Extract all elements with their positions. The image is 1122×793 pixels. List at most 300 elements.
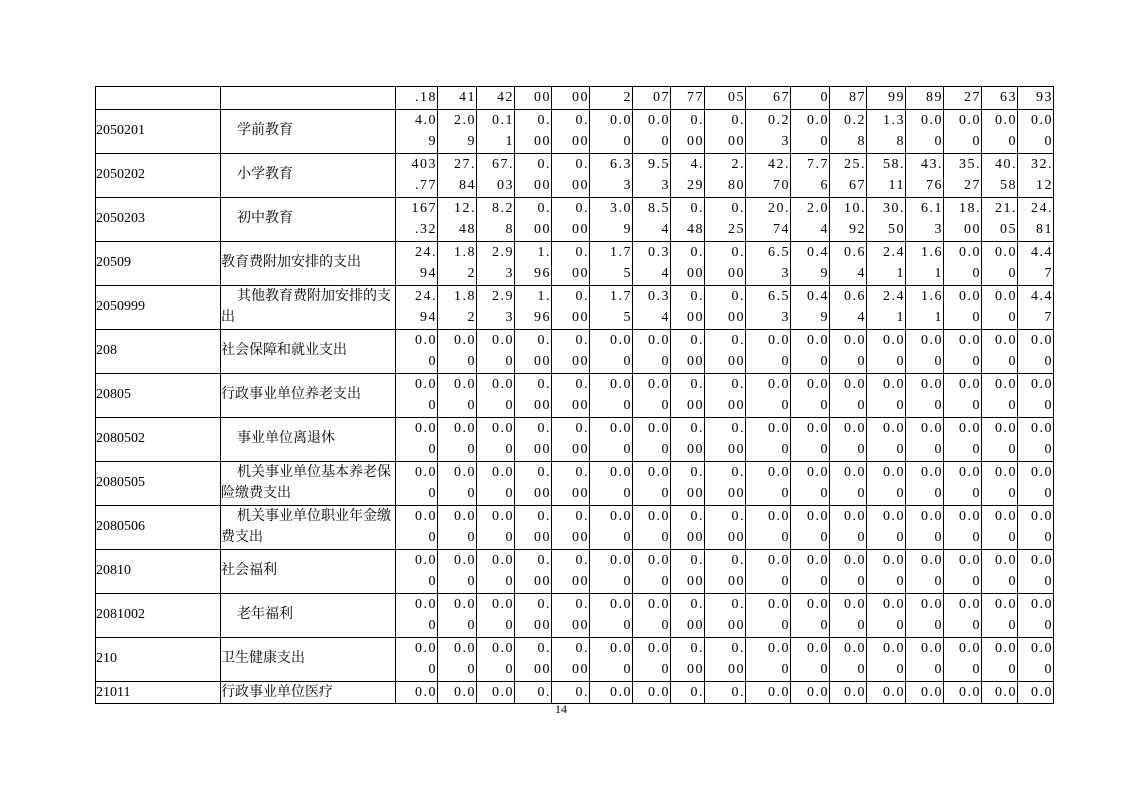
value-line: 0 — [505, 662, 514, 677]
value-line: 0.0 — [610, 420, 632, 436]
value-line: 0.6 — [844, 288, 866, 304]
value-line: 10. — [844, 200, 866, 216]
value-line: .32 — [415, 222, 437, 237]
value-line: 0.0 — [921, 596, 943, 612]
value-line: 0 — [661, 134, 670, 149]
value-cell: 42 — [477, 87, 515, 110]
value-line: 0.0 — [844, 420, 866, 436]
value-line: 0.0 — [492, 596, 514, 612]
value-line: 1 — [934, 266, 943, 281]
value-line: 0 — [857, 398, 866, 413]
value-line: 1. — [537, 244, 551, 260]
value-line: 8 — [896, 134, 905, 149]
value-cell: 99 — [867, 87, 906, 110]
value-cell — [705, 241, 746, 285]
value-line: 00 — [534, 486, 551, 501]
value-line: 94 — [420, 310, 437, 325]
value-line: 0. — [537, 332, 551, 348]
value-cell — [1018, 241, 1054, 285]
value-cell — [633, 329, 671, 373]
value-cell — [830, 109, 867, 153]
value-line: 27. — [454, 156, 476, 172]
value-line: 80 — [728, 178, 745, 193]
value-cell — [590, 329, 633, 373]
value-cell — [1018, 109, 1054, 153]
value-line: 0.0 — [995, 420, 1017, 436]
value-line: 0. — [731, 244, 745, 260]
name-text: 老年福利 — [237, 607, 293, 623]
value-line: 0.0 — [807, 552, 829, 568]
value-line: 0.1 — [492, 112, 514, 128]
value-line: 0 — [1008, 574, 1017, 589]
value-cell — [396, 241, 438, 285]
value-line: 0.0 — [610, 508, 632, 524]
value-line: 0 — [934, 530, 943, 545]
value-cell — [633, 109, 671, 153]
value-line: 0 — [972, 354, 981, 369]
value-cell — [906, 637, 944, 681]
value-line: 0 — [428, 530, 437, 545]
name-cell: 行政事业单位医疗 — [221, 681, 396, 704]
value-cell — [830, 505, 867, 549]
value-line: 0.0 — [959, 420, 981, 436]
value-line: 0 — [972, 618, 981, 633]
value-cell: 77 — [671, 87, 705, 110]
value-line: 0. — [575, 376, 589, 392]
value-line: 0.0 — [492, 640, 514, 656]
value-line: 0 — [934, 354, 943, 369]
value-line: 0.3 — [648, 288, 670, 304]
value-line: 0 — [934, 442, 943, 457]
value-line: 0.0 — [415, 464, 437, 480]
value-line: 0 — [972, 662, 981, 677]
value-cell — [867, 109, 906, 153]
value-line: 0 — [661, 574, 670, 589]
value-cell — [590, 593, 633, 637]
value-line: 00 — [572, 354, 589, 369]
value-line: 0. — [575, 640, 589, 656]
value-line: 7 — [1044, 310, 1053, 325]
value-cell — [671, 593, 705, 637]
value-line: 0 — [972, 134, 981, 149]
value-line: 0.0 — [648, 552, 670, 568]
value-line: 2.4 — [883, 244, 905, 260]
value-line: 0 — [857, 662, 866, 677]
value-line: 0 — [1008, 662, 1017, 677]
value-cell — [791, 329, 830, 373]
code-cell: 21011 — [96, 681, 221, 704]
value-line: 0.0 — [1031, 640, 1053, 656]
value-line: 0 — [428, 398, 437, 413]
value-cell — [1018, 329, 1054, 373]
value-line: 0.0 — [415, 552, 437, 568]
table-row — [96, 549, 1054, 593]
value-line: 0.0 — [921, 332, 943, 348]
value-cell — [746, 197, 791, 241]
name-text: 学前教育 — [237, 123, 293, 139]
value-line: 9 — [820, 310, 829, 325]
value-line: 0. — [690, 596, 704, 612]
value-cell — [396, 329, 438, 373]
value-cell — [746, 241, 791, 285]
value-cell — [438, 153, 477, 197]
value-cell — [633, 461, 671, 505]
value-line: 00 — [572, 442, 589, 457]
value-line: 2.9 — [492, 288, 514, 304]
value-cell — [944, 373, 982, 417]
value-cell: 0.0 — [590, 681, 633, 704]
value-cell — [705, 197, 746, 241]
value-cell: 0. — [515, 681, 552, 704]
value-cell — [1018, 461, 1054, 505]
value-line: 0 — [934, 662, 943, 677]
value-cell — [867, 593, 906, 637]
value-line: 0.0 — [1031, 552, 1053, 568]
value-line: 0. — [575, 464, 589, 480]
value-line: 21. — [995, 200, 1017, 216]
value-cell — [705, 505, 746, 549]
value-cell — [633, 505, 671, 549]
budget-table — [95, 86, 1054, 704]
value-line: 0.0 — [921, 420, 943, 436]
value-line: 3 — [623, 178, 632, 193]
value-line: 0. — [537, 420, 551, 436]
value-line: 00 — [572, 618, 589, 633]
value-cell — [396, 549, 438, 593]
value-line: 00 — [572, 662, 589, 677]
value-cell — [1018, 593, 1054, 637]
value-cell — [705, 637, 746, 681]
value-cell — [477, 285, 515, 329]
value-cell: 0 — [791, 87, 830, 110]
value-line: 0.0 — [844, 508, 866, 524]
value-line: 0 — [896, 618, 905, 633]
value-line: 0.2 — [844, 112, 866, 128]
value-cell — [867, 285, 906, 329]
value-cell — [477, 373, 515, 417]
value-line: 0. — [690, 112, 704, 128]
value-cell — [746, 109, 791, 153]
value-line: 0.0 — [883, 640, 905, 656]
value-cell: 0. — [671, 681, 705, 704]
value-line: 0.0 — [492, 552, 514, 568]
value-cell — [867, 505, 906, 549]
value-line: 96 — [534, 310, 551, 325]
value-line: 4 — [661, 310, 670, 325]
value-line: 0.0 — [492, 420, 514, 436]
value-cell: 0.0 — [944, 681, 982, 704]
value-line: 00 — [534, 574, 551, 589]
value-line: 4.4 — [1031, 288, 1053, 304]
value-cell — [1018, 417, 1054, 461]
value-line: 4.0 — [415, 112, 437, 128]
value-cell: 0.0 — [438, 681, 477, 704]
value-cell — [830, 373, 867, 417]
value-line: 0.0 — [995, 596, 1017, 612]
value-cell — [515, 549, 552, 593]
value-line: 0 — [857, 442, 866, 457]
value-line: 0.0 — [807, 596, 829, 612]
value-line: 4 — [820, 222, 829, 237]
code-cell: 20509 — [96, 241, 221, 285]
value-cell — [633, 637, 671, 681]
name-text: 教育费附加安排的支出 — [221, 255, 361, 271]
value-cell — [515, 593, 552, 637]
value-cell — [944, 549, 982, 593]
value-cell — [552, 285, 590, 329]
value-line: 0 — [1008, 442, 1017, 457]
table-row — [96, 153, 1054, 197]
value-line: 1 — [896, 310, 905, 325]
value-cell — [552, 329, 590, 373]
name-cell — [221, 373, 396, 417]
value-line: 0.0 — [1031, 508, 1053, 524]
value-line: 0 — [1044, 354, 1053, 369]
value-line: 0 — [781, 618, 790, 633]
value-line: 0. — [575, 596, 589, 612]
value-line: 0. — [731, 376, 745, 392]
value-cell — [671, 417, 705, 461]
value-line: 0 — [661, 618, 670, 633]
value-line: 00 — [687, 354, 704, 369]
value-cell — [438, 461, 477, 505]
value-line: 0. — [537, 552, 551, 568]
value-line: 0.0 — [959, 288, 981, 304]
value-line: 35. — [959, 156, 981, 172]
value-line: 0.0 — [844, 552, 866, 568]
value-line: 0 — [505, 530, 514, 545]
value-line: 0.0 — [1031, 376, 1053, 392]
code-cell: 2080506 — [96, 505, 221, 549]
value-cell — [830, 153, 867, 197]
value-cell — [590, 197, 633, 241]
code-cell: 2050201 — [96, 109, 221, 153]
value-cell — [552, 593, 590, 637]
value-cell: 0.0 — [982, 681, 1018, 704]
value-cell: 05 — [705, 87, 746, 110]
value-line: 0.0 — [610, 640, 632, 656]
value-line: 0 — [623, 442, 632, 457]
value-cell — [552, 153, 590, 197]
value-line: 3 — [661, 178, 670, 193]
value-line: 00 — [687, 574, 704, 589]
value-cell — [944, 153, 982, 197]
value-line: 0 — [972, 398, 981, 413]
value-line: 0.0 — [610, 376, 632, 392]
value-line: 2 — [467, 266, 476, 281]
code-cell: 210 — [96, 637, 221, 681]
value-cell — [705, 373, 746, 417]
value-line: 00 — [534, 178, 551, 193]
value-line: 0. — [731, 332, 745, 348]
value-line: 00 — [687, 442, 704, 457]
code-cell: 2080505 — [96, 461, 221, 505]
value-line: 0.0 — [1031, 596, 1053, 612]
value-cell — [705, 285, 746, 329]
value-line: 00 — [687, 486, 704, 501]
value-cell — [791, 461, 830, 505]
value-cell — [515, 109, 552, 153]
value-line: 0.0 — [959, 376, 981, 392]
value-line: 0.0 — [995, 112, 1017, 128]
value-line: 0.0 — [768, 420, 790, 436]
value-line: 0 — [467, 574, 476, 589]
value-line: 00 — [964, 222, 981, 237]
value-cell — [705, 109, 746, 153]
value-line: 0.0 — [883, 464, 905, 480]
value-line: 00 — [534, 398, 551, 413]
value-line: 0. — [731, 288, 745, 304]
value-line: 0.0 — [921, 508, 943, 524]
value-line: 0. — [690, 420, 704, 436]
value-cell — [438, 593, 477, 637]
value-cell — [477, 109, 515, 153]
value-cell — [906, 461, 944, 505]
name-text: 小学教育 — [237, 167, 293, 183]
value-cell — [830, 329, 867, 373]
value-cell: 0.0 — [830, 681, 867, 704]
table-row — [96, 109, 1054, 153]
value-line: 0 — [972, 530, 981, 545]
name-cell — [221, 241, 396, 285]
name-text: 事业单位离退休 — [237, 431, 335, 447]
value-line: 0.0 — [959, 464, 981, 480]
value-cell: 0.0 — [633, 681, 671, 704]
value-line: 0 — [857, 354, 866, 369]
value-cell — [906, 153, 944, 197]
value-line: 0 — [661, 354, 670, 369]
value-line: 0 — [820, 354, 829, 369]
value-cell — [671, 373, 705, 417]
value-cell: 00 — [552, 87, 590, 110]
value-line: 0 — [972, 574, 981, 589]
value-cell: 89 — [906, 87, 944, 110]
value-line: 0 — [428, 354, 437, 369]
value-cell — [830, 285, 867, 329]
value-cell — [791, 285, 830, 329]
value-line: 20. — [768, 200, 790, 216]
value-cell — [746, 153, 791, 197]
value-cell — [477, 461, 515, 505]
value-line: 0.0 — [610, 552, 632, 568]
value-cell — [746, 285, 791, 329]
value-cell — [791, 153, 830, 197]
value-cell — [515, 197, 552, 241]
value-line: 0 — [1044, 442, 1053, 457]
value-line: 8.2 — [492, 200, 514, 216]
value-line: 0 — [972, 442, 981, 457]
value-cell — [515, 505, 552, 549]
table-row — [96, 417, 1054, 461]
value-line: 3 — [781, 266, 790, 281]
value-line: 27 — [964, 178, 981, 193]
value-cell — [671, 197, 705, 241]
value-line: 0.0 — [610, 112, 632, 128]
value-line: 0 — [505, 486, 514, 501]
value-line: 00 — [728, 662, 745, 677]
value-line: 81 — [1036, 222, 1053, 237]
value-line: 0.0 — [807, 332, 829, 348]
value-cell — [552, 637, 590, 681]
value-line: 0.0 — [415, 640, 437, 656]
value-line: 00 — [534, 662, 551, 677]
value-line: 0 — [934, 398, 943, 413]
value-cell — [746, 461, 791, 505]
value-line: 11 — [888, 178, 905, 193]
value-cell — [590, 637, 633, 681]
value-line: 0.0 — [1031, 464, 1053, 480]
value-cell — [944, 505, 982, 549]
value-cell — [830, 417, 867, 461]
value-line: 0. — [537, 508, 551, 524]
value-line: 0 — [505, 574, 514, 589]
value-line: 0. — [575, 420, 589, 436]
value-cell — [438, 285, 477, 329]
value-cell — [515, 285, 552, 329]
value-cell — [633, 593, 671, 637]
value-line: 0.0 — [492, 464, 514, 480]
value-line: 5 — [623, 310, 632, 325]
value-line: 1.8 — [454, 288, 476, 304]
value-line: 6 — [820, 178, 829, 193]
value-line: 0 — [467, 398, 476, 413]
value-line: 1 — [896, 266, 905, 281]
value-line: 00 — [728, 310, 745, 325]
value-cell — [671, 329, 705, 373]
value-cell — [671, 285, 705, 329]
value-cell — [671, 153, 705, 197]
value-cell — [396, 197, 438, 241]
value-line: 0 — [623, 398, 632, 413]
table-row — [96, 505, 1054, 549]
value-cell — [705, 329, 746, 373]
value-cell: 0. — [705, 681, 746, 704]
value-line: 0 — [820, 530, 829, 545]
value-cell — [396, 417, 438, 461]
value-line: 24. — [415, 244, 437, 260]
value-cell — [438, 637, 477, 681]
value-line: 00 — [728, 134, 745, 149]
value-line: 0.0 — [807, 420, 829, 436]
code-cell: 2050203 — [96, 197, 221, 241]
value-cell — [477, 593, 515, 637]
value-cell — [396, 505, 438, 549]
value-cell — [982, 285, 1018, 329]
value-line: 0. — [575, 332, 589, 348]
value-line: 0 — [1008, 266, 1017, 281]
name-cell — [221, 87, 396, 110]
value-line: 0 — [934, 574, 943, 589]
value-cell — [671, 461, 705, 505]
value-cell — [791, 549, 830, 593]
value-line: 0. — [690, 508, 704, 524]
value-cell — [633, 241, 671, 285]
value-line: 0. — [690, 200, 704, 216]
value-cell — [982, 109, 1018, 153]
value-line: 0.0 — [1031, 112, 1053, 128]
value-cell — [982, 153, 1018, 197]
value-line: 0.6 — [844, 244, 866, 260]
value-line: 0.0 — [807, 464, 829, 480]
value-cell — [906, 109, 944, 153]
value-line: 0.0 — [768, 596, 790, 612]
table-row — [96, 241, 1054, 285]
value-cell — [982, 329, 1018, 373]
value-line: 00 — [728, 530, 745, 545]
value-line: 32. — [1031, 156, 1053, 172]
value-cell — [396, 109, 438, 153]
value-line: 0.0 — [959, 244, 981, 260]
